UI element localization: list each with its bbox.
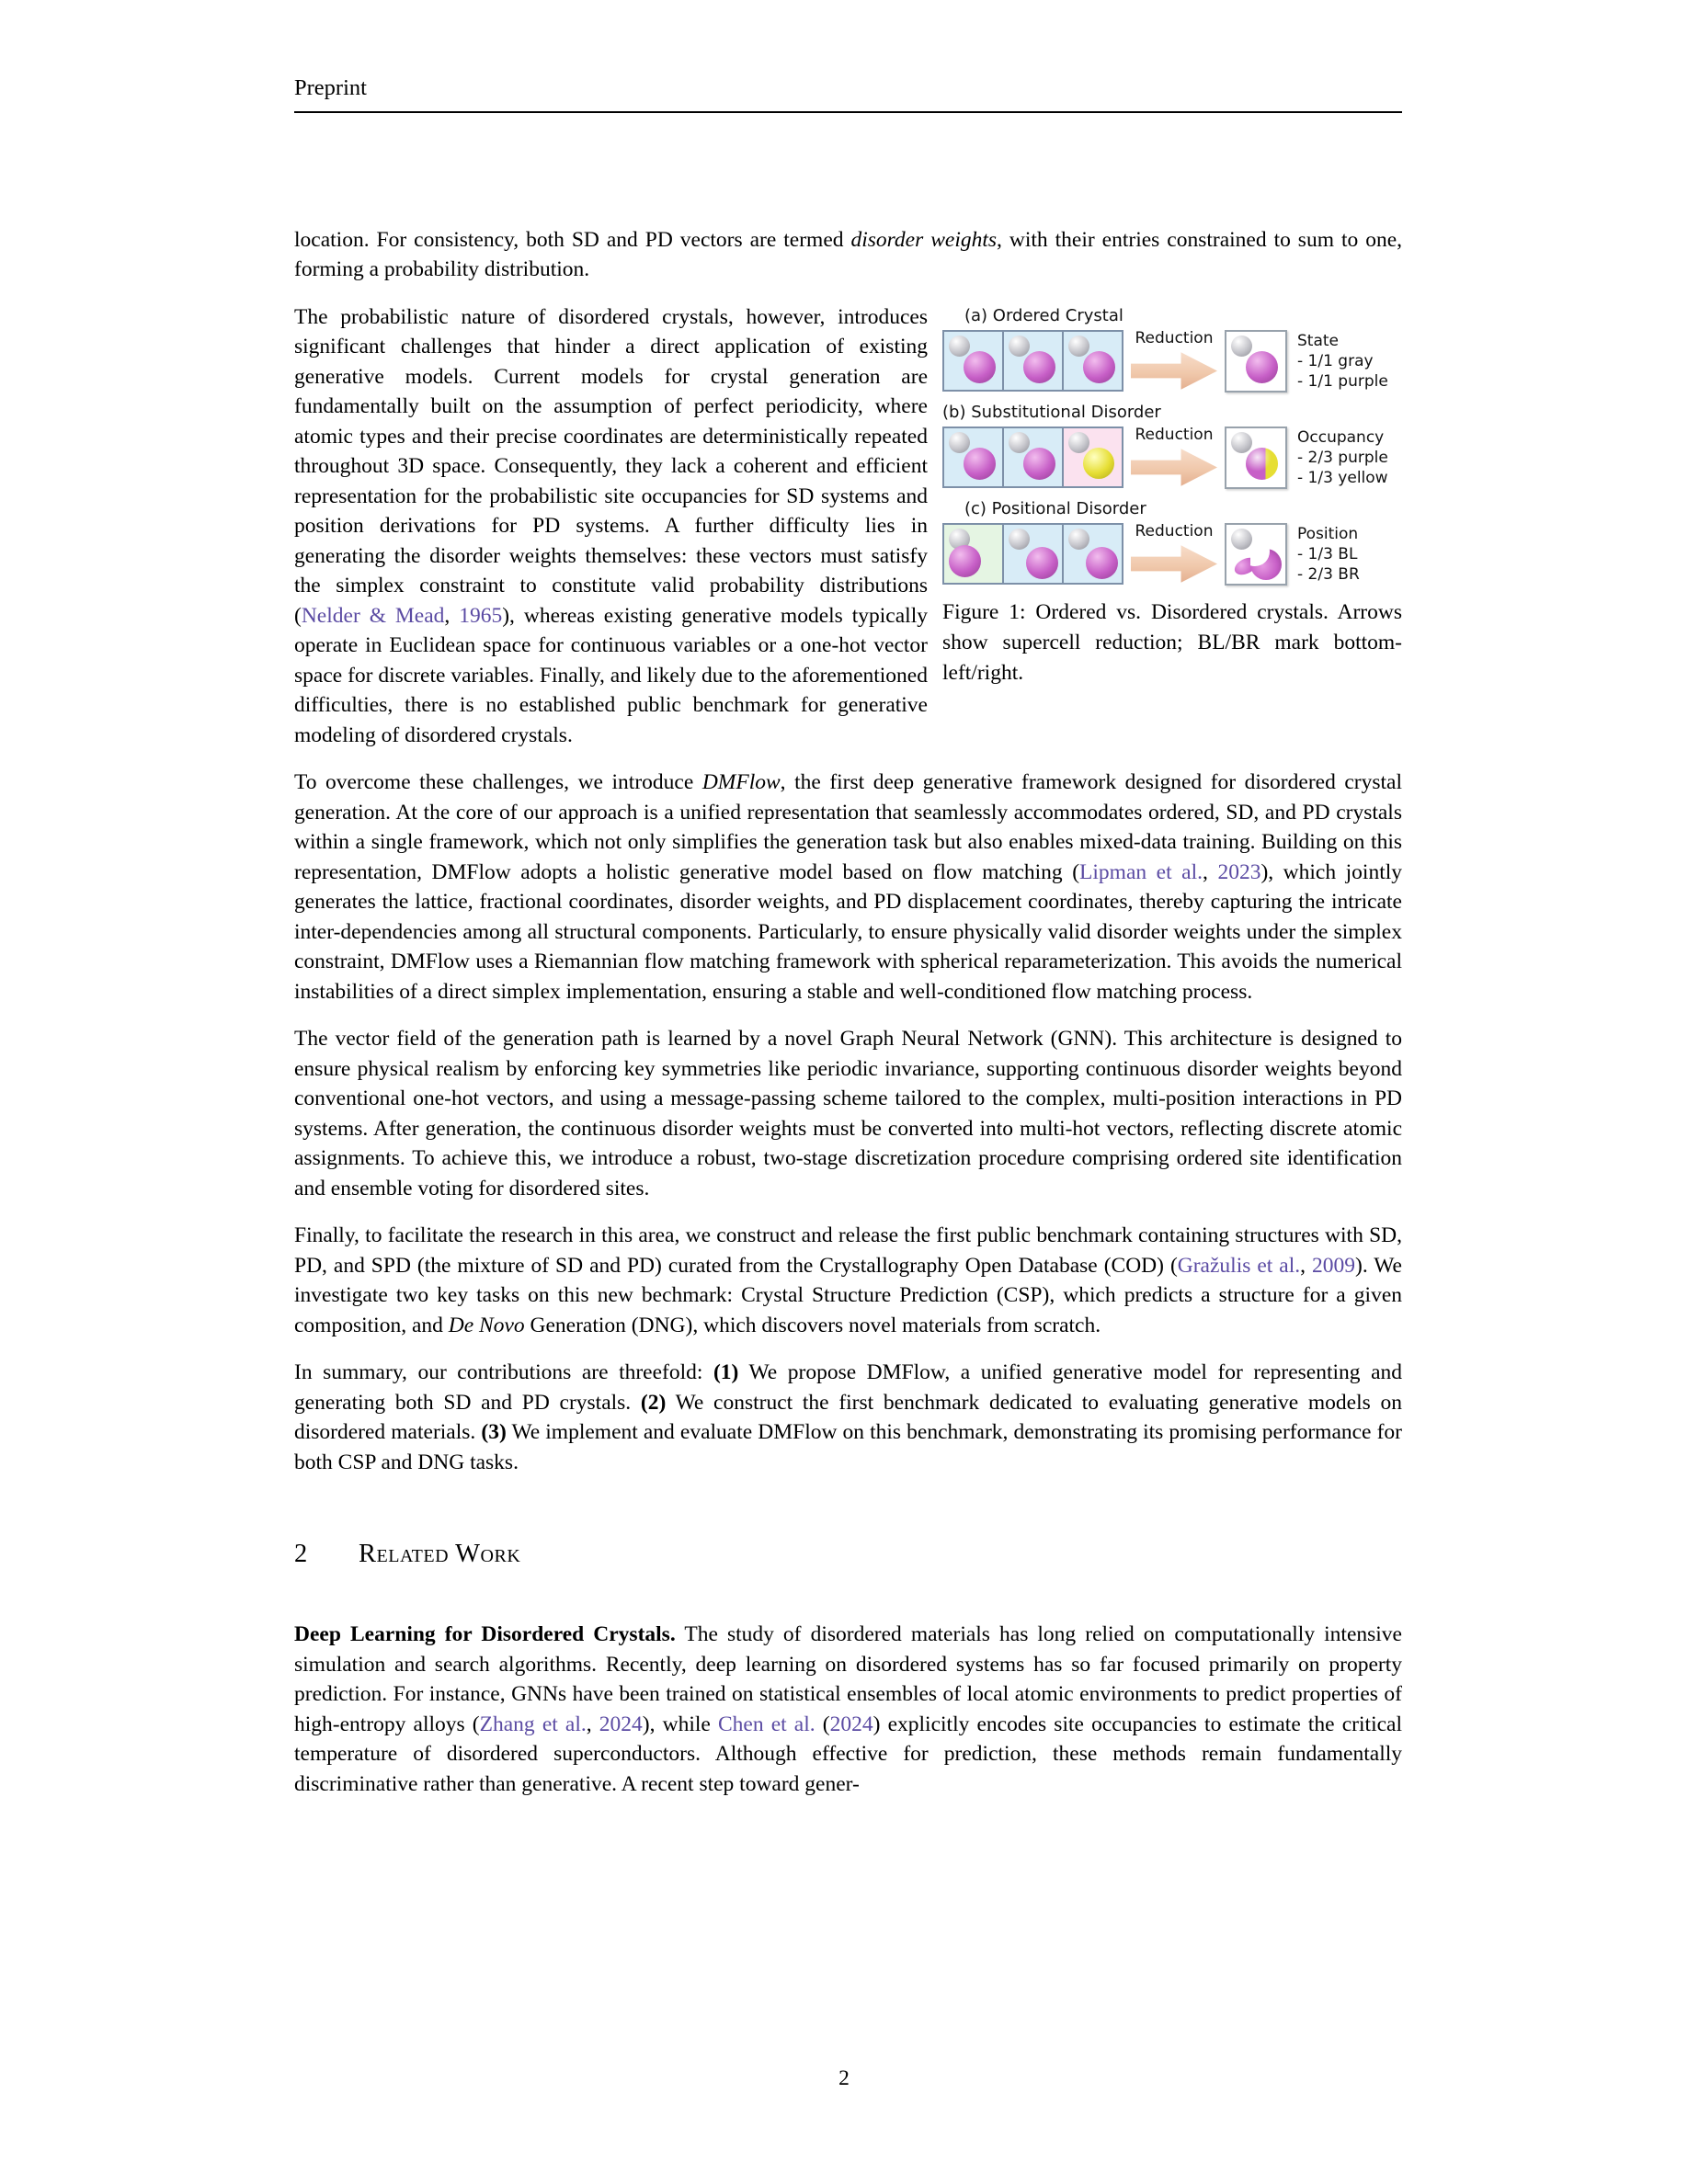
purple-atom xyxy=(1023,351,1055,383)
split-atom xyxy=(1246,448,1278,480)
citation-link[interactable]: Chen et al. xyxy=(717,1712,815,1736)
annotation-line: - 1/1 gray xyxy=(1297,351,1374,370)
text-run: , with their entries constrained to sum to one, forming a probability distribution. xyxy=(294,227,1403,281)
text-run: ), which jointly generates the lattice, fractional coordinates, disorder weights, and PD displacement coordinates, thereby capturing the intricate inter-dependencies among all structural components. Particularly, to ensure physically valid disorder weights under the simplex constraint, DMFlow uses a Riemannian flow matching framework with spherical reparameterization. This avoids the numerical instabilities of a direct simplex implementation, ensuring a stable and well-conditioned flow matching process. xyxy=(294,859,1403,1004)
gray-atom xyxy=(1231,529,1252,550)
gray-atom xyxy=(1009,336,1030,357)
text-run: The probabilistic nature of disordered crystals, however, introduces significant challenges that hinder a direct application of existing generative models. Current models for crystal generation are fundamentally built on the assumption of perfect periodicity, where atomic types and their precise coordinates are deterministically repeated throughout 3D space. Consequently, they lack a coherent and efficient representation for the probabilistic site occupancies for SD systems and position derivations for PD systems. A further difficulty lies in generating the disorder weights themselves: these vectors must satisfy the simplex constraint to constitute valid probability distributions ( xyxy=(294,304,928,628)
text-run: To overcome these challenges, we introduce xyxy=(294,770,702,794)
italic-text: De Novo xyxy=(448,1313,525,1337)
annotation-c xyxy=(1297,524,1360,585)
bold-text: (3) xyxy=(481,1420,507,1444)
text-run: , xyxy=(1300,1253,1312,1278)
running-header xyxy=(294,77,1402,113)
unit-cell xyxy=(1002,427,1064,488)
citation-link[interactable]: 2024 xyxy=(829,1712,873,1736)
text-run: , xyxy=(444,603,460,628)
gray-atom xyxy=(949,432,970,453)
right-arrow-icon xyxy=(1131,350,1217,392)
section-title: Related Work xyxy=(359,1540,521,1568)
panel-label-b: (b) Substitutional Disorder xyxy=(942,402,1161,422)
gray-atom xyxy=(1068,336,1089,357)
yellow-atom xyxy=(1083,448,1114,479)
purple-atom xyxy=(1026,547,1058,579)
reduced-cell xyxy=(1225,330,1287,392)
text-run: We implement and evaluate DMFlow on this benchmark, demonstrating its promising performance for both CSP and DNG tasks. xyxy=(294,1420,1402,1474)
reduction-label: Reduction xyxy=(1135,521,1214,540)
text-run: The study of disordered materials has long relied on computationally intensive simulation and search algorithms. Recently, deep learning on disordered systems has so far focused primarily on property prediction. For instance, GNNs have been trained on statistical ensembles of local atomic environments to predict properties of high-entropy alloys ( xyxy=(294,1622,1402,1736)
text-run: The vector field of the generation path is learned by a novel Graph Neural Network (GNN). This architecture is designed to ensure physical realism by enforcing key symmetries like periodic invariance, supporting continuous disorder weights beyond conventional one-hot vectors, and using a message-passing scheme tailored to the complex, multi-position interactions in PD systems. After generation, the continuous disorder weights must be converted into multi-hot vectors, reflecting discrete atomic assignments. To achieve this, we introduce a robust, two-stage discretization procedure comprising ordered site identification and ensemble voting for disordered sites. xyxy=(294,1027,1402,1200)
annotation-title: State xyxy=(1297,331,1339,350)
gray-atom xyxy=(1231,336,1252,357)
right-arrow-icon xyxy=(1131,543,1217,586)
purple-atom xyxy=(1023,448,1055,480)
citation-link[interactable]: Gražulis et al. xyxy=(1177,1253,1301,1278)
gray-atom xyxy=(1068,529,1089,550)
unit-cell xyxy=(1062,427,1123,488)
text-run: Generation (DNG), which discovers novel materials from scratch. xyxy=(524,1313,1101,1337)
supercell-row-a xyxy=(942,330,1402,392)
text-run: , the first deep generative framework designed for disordered crystal generation. At the core of our approach is a unified representation that seamlessly accommodates ordered, SD, and PD crystals within a single framework, which not only simplifies the generation task but also enables mixed-data training. Building on this representation, DMFlow adopts a holistic generative model based on flow matching ( xyxy=(294,770,1402,884)
paragraph-dmflow xyxy=(294,768,1402,1007)
unit-cell xyxy=(942,330,1004,392)
section-heading xyxy=(294,1540,1402,1568)
italic-text: disorder weights xyxy=(850,227,998,252)
text-run: In summary, our contributions are threefold: xyxy=(294,1360,713,1384)
supercell-row-b xyxy=(942,427,1402,489)
supercell-row-c xyxy=(942,523,1402,586)
citation-link[interactable]: 2024 xyxy=(599,1712,643,1736)
annotation-line: - 1/3 BL xyxy=(1297,544,1358,563)
citation-link[interactable]: Zhang et al. xyxy=(479,1712,587,1736)
text-run: We propose DMFlow, a unified generative model for representing and generating both SD and PD crystals. xyxy=(294,1360,1403,1415)
paragraph-related-work xyxy=(294,1620,1402,1799)
purple-atom xyxy=(949,545,981,577)
unit-cell xyxy=(1002,523,1064,585)
figure-panel-a xyxy=(942,306,1402,392)
annotation-line: - 1/3 yellow xyxy=(1297,468,1388,487)
annotation-title: Position xyxy=(1297,524,1359,543)
reduced-cell xyxy=(1225,523,1287,586)
purple-atom xyxy=(1246,351,1278,383)
italic-text: DMFlow xyxy=(701,770,781,794)
text-column xyxy=(294,0,1402,1816)
reduction-label: Reduction xyxy=(1135,425,1214,444)
section-number: 2 xyxy=(294,1540,308,1568)
text-run: We construct the first benchmark dedicated to evaluating generative models on disordered materials. xyxy=(294,1390,1402,1444)
gray-atom xyxy=(1068,432,1089,453)
page-number: 2 xyxy=(838,2066,850,2090)
reduction-block xyxy=(1126,523,1222,586)
citation-link[interactable]: 1965 xyxy=(459,603,503,628)
running-header-label: Preprint xyxy=(294,75,367,100)
gray-atom xyxy=(1009,432,1030,453)
reduction-label: Reduction xyxy=(1135,328,1214,347)
figure-panel-b xyxy=(942,403,1402,489)
text-run: ( xyxy=(815,1712,830,1736)
crescent-atom xyxy=(1250,549,1282,580)
figure-1-panels xyxy=(942,306,1402,586)
supercell-strip xyxy=(942,330,1123,392)
annotation-b xyxy=(1297,427,1388,488)
annotation-title: Occupancy xyxy=(1297,427,1385,447)
annotation-a xyxy=(1297,331,1388,392)
paragraph-intro xyxy=(294,225,1402,285)
unit-cell xyxy=(942,427,1004,488)
text-run: Finally, to facilitate the research in this area, we construct and release the first public benchmark containing structures with SD, PD, and SPD (the mixture of SD and PD) curated from the Crystallography Open Database (COD) ( xyxy=(294,1223,1402,1278)
citation-link[interactable]: 2009 xyxy=(1312,1253,1355,1278)
text-run: ), while xyxy=(642,1712,718,1736)
gray-atom xyxy=(1009,529,1030,550)
gray-atom xyxy=(1231,432,1252,453)
purple-atom xyxy=(1086,547,1118,579)
text-run: ). We investigate two key tasks on this new bechmark: Crystal Structure Prediction (CSP), which predicts a structure for a given composition, and xyxy=(294,1253,1402,1337)
bold-text: (2) xyxy=(640,1390,667,1415)
citation-link[interactable]: Lipman et al. xyxy=(1079,859,1203,884)
panel-label-c: (c) Positional Disorder xyxy=(964,498,1146,518)
purple-atom xyxy=(964,448,996,480)
text-run: , xyxy=(1203,859,1218,884)
annotation-line: - 2/3 BR xyxy=(1297,564,1360,584)
text-run: , xyxy=(586,1712,599,1736)
paragraph-contributions xyxy=(294,1358,1402,1477)
figure-panel-c xyxy=(942,499,1402,586)
bold-text: (1) xyxy=(713,1360,739,1384)
reduction-block xyxy=(1126,427,1222,489)
unit-cell xyxy=(1002,330,1064,392)
citation-link[interactable]: 2023 xyxy=(1217,859,1261,884)
annotation-line: - 2/3 purple xyxy=(1297,448,1388,467)
panel-label-a: (a) Ordered Crystal xyxy=(964,305,1123,325)
purple-atom xyxy=(964,351,996,383)
text-run: ), whereas existing generative models typically operate in Euclidean space for continuous variables or a one-hot vector space for discrete variables. Finally, and likely due to the aforementioned difficulties, there is no established public benchmark for generative modeling of disordered crystals. xyxy=(294,603,928,747)
unit-cell xyxy=(1062,330,1123,392)
figure-wrap-block xyxy=(294,302,1402,751)
supercell-strip xyxy=(942,427,1123,488)
unit-cell xyxy=(942,523,1004,585)
paragraph-benchmark xyxy=(294,1221,1402,1340)
right-arrow-icon xyxy=(1131,447,1217,489)
supercell-strip xyxy=(942,523,1123,585)
reduced-cell xyxy=(1225,427,1287,489)
figure-1-caption: Figure 1: Ordered vs. Disordered crystals. Arrows show supercell reduction; BL/BR mark bottom-left/right. xyxy=(942,599,1402,685)
text-run: ) explicitly encodes site occupancies to estimate the critical temperature of disordered superconductors. Although effective for prediction, these methods remain fundamentally discriminative rather than generative. A recent step toward gener- xyxy=(294,1712,1402,1796)
annotation-line: - 1/1 purple xyxy=(1297,371,1388,391)
reduction-block xyxy=(1126,330,1222,392)
gray-atom xyxy=(949,336,970,357)
citation-link[interactable]: Nelder & Mead xyxy=(301,603,445,628)
paragraph-gnn xyxy=(294,1024,1402,1203)
text-run: location. For consistency, both SD and PD vectors are termed xyxy=(294,227,851,252)
unit-cell xyxy=(1062,523,1123,585)
figure-1 xyxy=(942,306,1402,688)
bold-text: Deep Learning for Disordered Crystals. xyxy=(294,1622,676,1647)
purple-atom xyxy=(1083,351,1115,383)
